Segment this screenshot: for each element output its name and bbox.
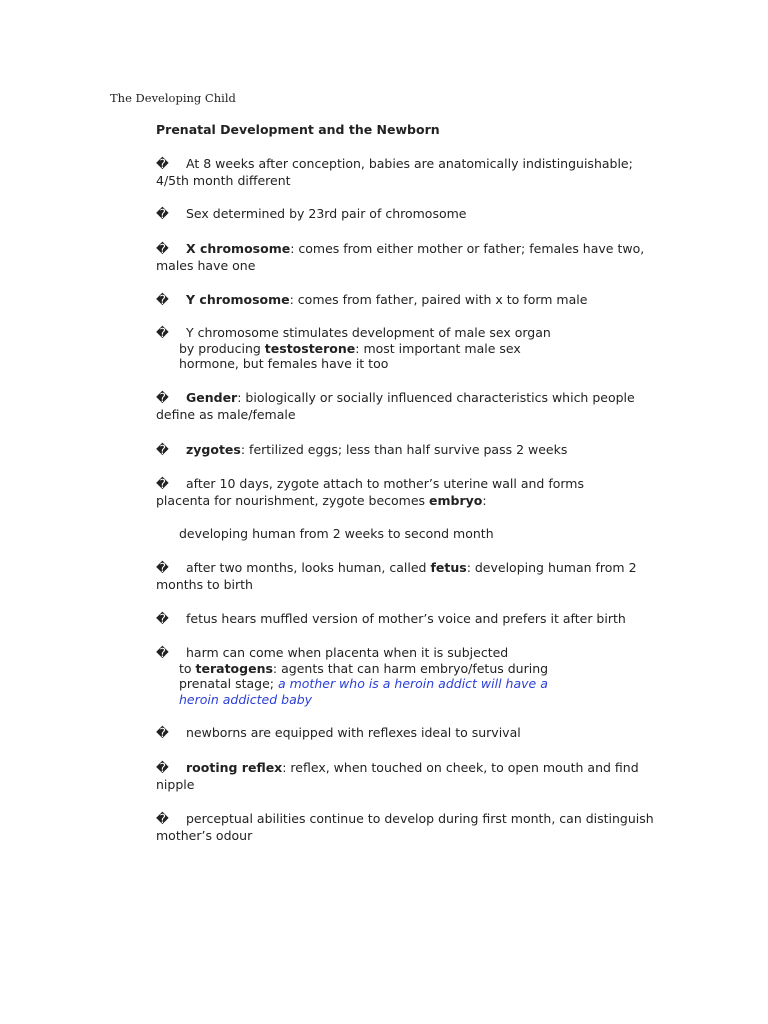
bullet-item: � perceptual abilities continue to develop during first month, can distinguish mother’s odour — [156, 811, 654, 843]
bullet-glyph: � — [156, 442, 169, 457]
bullet-glyph: � — [156, 560, 169, 575]
term: X chromosome — [186, 241, 291, 256]
bullet-glyph: � — [156, 645, 169, 660]
bullet-glyph: � — [156, 611, 169, 626]
bullet-item: � Y chromosome: comes from father, paired with x to form male — [156, 292, 588, 307]
example-text: a mother who is a heroin addict will have a — [277, 676, 548, 691]
section-title: Prenatal Development and the Newborn — [156, 122, 440, 137]
bullet-item: � newborns are equipped with reflexes ideal to survival — [156, 725, 521, 740]
bullet-glyph: � — [156, 811, 169, 826]
term: embryo — [429, 492, 483, 508]
bullet-glyph: � — [156, 325, 169, 340]
term: Y chromosome — [186, 292, 290, 307]
bullet-item: � rooting reflex: reflex, when touched on cheek, to open mouth and find nipple — [156, 760, 639, 792]
bullet-glyph: � — [156, 725, 169, 740]
bullet-item: � harm can come when placenta when it is subjected to teratogens: agents that can harm embryo/fetus during prenatal stage; a mother who is a heroin addict will have a heroin addicted baby — [156, 645, 549, 707]
term: Gender — [186, 390, 238, 405]
bullet-item: � zygotes: fertilized eggs; less than half survive pass 2 weeks — [156, 442, 568, 457]
bullet-item: � after 10 days, zygote attach to mother’s uterine wall and forms placenta for nourishment, zygote becomes embryo: — [156, 476, 584, 508]
bullet-item: � Y chromosome stimulates development of male sex organ by producing testosterone: most important male sex hormone, but females have it too — [156, 325, 551, 371]
bullet-glyph: � — [156, 760, 169, 775]
bullet-item: � Sex determined by 23rd pair of chromosome — [156, 206, 467, 221]
term: zygotes — [186, 442, 241, 457]
bullet-item: � At 8 weeks after conception, babies are anatomically indistinguishable; 4/5th month different — [156, 156, 633, 188]
document-header: The Developing Child — [110, 91, 236, 105]
bullet-glyph: � — [156, 241, 169, 256]
bullet-glyph: � — [156, 156, 169, 171]
term: testosterone — [264, 340, 356, 356]
bullet-item: � after two months, looks human, called fetus: developing human from 2 months to birth — [156, 560, 637, 592]
bullet-glyph: � — [156, 390, 169, 405]
bullet-item: � Gender: biologically or socially influenced characteristics which people define as male/female — [156, 390, 635, 422]
bullet-glyph: � — [156, 292, 169, 307]
term: rooting reflex — [186, 760, 283, 775]
bullet-item: � fetus hears muffled version of mother’s voice and prefers it after birth — [156, 611, 626, 626]
bullet-glyph: � — [156, 206, 169, 221]
term: fetus — [430, 560, 467, 575]
example-text: heroin addicted baby — [179, 691, 313, 707]
definition-line: developing human from 2 weeks to second month — [179, 526, 494, 541]
bullet-glyph: � — [156, 476, 169, 491]
bullet-item: � X chromosome: comes from either mother or father; females have two, males have one — [156, 241, 645, 273]
term: teratogens — [195, 660, 273, 676]
